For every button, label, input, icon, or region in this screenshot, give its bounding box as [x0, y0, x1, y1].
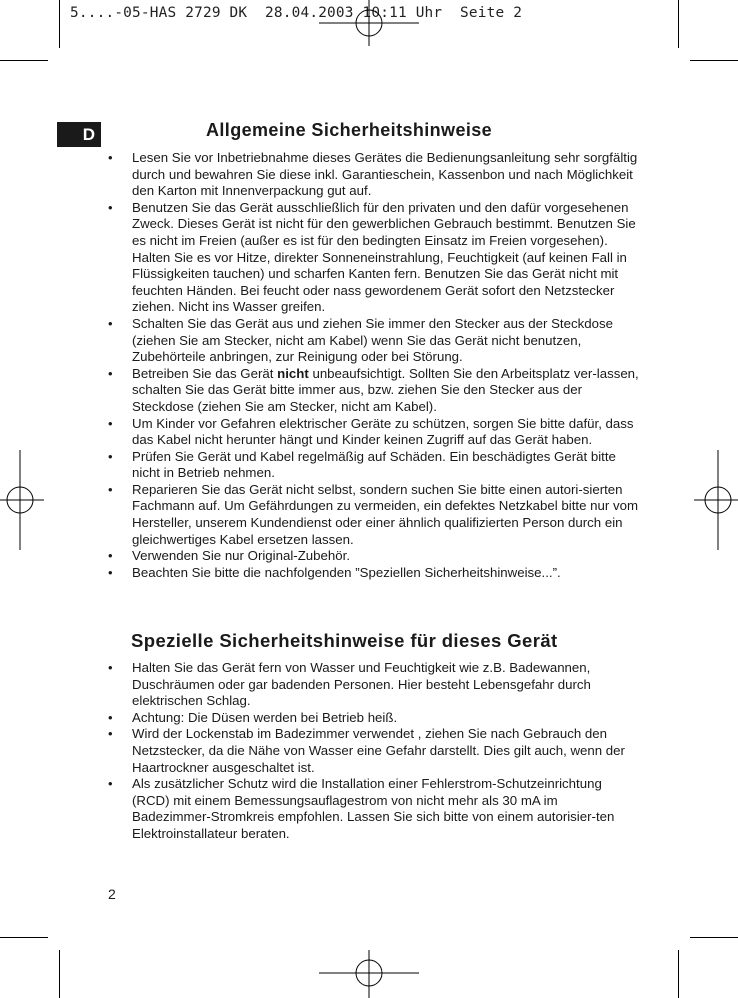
list-item: • Um Kinder vor Gefahren elektrischer Geräte zu schützen, sorgen Sie bitte dafür, dass das Kabel nicht herunter hängt und Kinder keinen Zugriff auf das Gerät haben.: [107, 416, 639, 449]
list-item: • Halten Sie das Gerät fern von Wasser und Feuchtigkeit wie z.B. Badewannen, Duschräumen oder gar badenden Personen. Hier besteht Lebensgefahr durch elektrischen Schlag.: [107, 660, 639, 710]
crop-mark: [690, 60, 738, 61]
list-item-text: unbeaufsichtigt. Sollten Sie den Arbeitsplatz ver-lassen, schalten Sie das Gerät bitte immer aus, bzw. ziehen Sie den Stecker aus der Steckdose (ziehen Sie am Stecker, nicht am Kabel).: [132, 365, 639, 414]
list-item-emphasis: nicht: [277, 365, 309, 381]
crop-mark: [690, 937, 738, 938]
print-header: 5....-05-HAS 2729 DK 28.04.2003 10:11 Uhr Seite 2: [70, 5, 523, 21]
section-title-general-safety: Allgemeine Sicherheitshinweise: [206, 120, 493, 140]
list-item: • Prüfen Sie Gerät und Kabel regelmäßig auf Schäden. Ein beschädigtes Gerät bitte nicht in Betrieb nehmen.: [107, 449, 639, 482]
list-item: • Reparieren Sie das Gerät nicht selbst, sondern suchen Sie bitte einen autori-sierten Fachmann auf. Um Gefährdungen zu vermeiden, ein defektes Netzkabel bitte nur vom Hersteller, unserem Kundendienst oder einer ähnlich qualifizierten Person durch ein gleichwertiges Kabel ersetzen lassen.: [107, 482, 639, 548]
crop-mark: [59, 0, 60, 48]
list-item-text: Betreiben Sie das Gerät: [132, 365, 278, 381]
list-item: [107, 366, 639, 416]
registration-mark-left-icon: [0, 450, 44, 550]
crop-mark: [0, 937, 48, 938]
registration-mark-top-icon: [319, 0, 419, 50]
device-safety-list: [107, 660, 639, 843]
list-item: • Beachten Sie bitte die nachfolgenden ”Speziellen Sicherheitshinweise...”.: [107, 565, 639, 582]
section-title-device-safety: Spezielle Sicherheitshinweise für dieses Gerät: [131, 630, 558, 651]
list-item: • Wird der Lockenstab im Badezimmer verwendet , ziehen Sie nach Gebrauch den Netzstecker, da die Nähe von Wasser eine Gefahr darstellt. Dies gilt auch, wenn der Haartrockner ausgeschaltet ist.: [107, 726, 639, 776]
registration-mark-right-icon: [694, 450, 738, 550]
general-safety-list: [107, 150, 639, 581]
registration-mark-bottom-icon: [319, 948, 419, 998]
list-item: • Schalten Sie das Gerät aus und ziehen Sie immer den Stecker aus der Steckdose (ziehen Sie am Stecker, nicht am Kabel) wenn Sie das Gerät nicht benutzen, Zubehörteile anbringen, zur Reinigung oder bei Störung.: [107, 316, 639, 366]
list-item: • Lesen Sie vor Inbetriebnahme dieses Gerätes die Bedienungsanleitung sehr sorgfältig durch und bewahren Sie diese inkl. Garantieschein, Kassenbon und nach Möglichkeit den Karton mit Innenverpackung gut auf.: [107, 150, 639, 200]
list-item: • Verwenden Sie nur Original-Zubehör.: [107, 548, 639, 565]
language-tab: D: [57, 122, 101, 147]
page-number: 2: [108, 886, 116, 902]
crop-mark: [678, 0, 679, 48]
crop-mark: [0, 60, 48, 61]
list-item: • Achtung: Die Düsen werden bei Betrieb heiß.: [107, 710, 639, 727]
list-item: • Als zusätzlicher Schutz wird die Installation einer Fehlerstrom-Schutzeinrichtung (RCD) mit einem Bemessungsauflagestrom von nicht mehr als 30 mA im Badezimmer-Stromkreis empfohlen. Lassen Sie sich bitte von einem autorisier-ten Elektroinstallateur beraten.: [107, 776, 639, 842]
crop-mark: [59, 950, 60, 998]
list-item: • Benutzen Sie das Gerät ausschließlich für den privaten und den dafür vorgesehenen Zweck. Dieses Gerät ist nicht für den gewerblichen Gebrauch bestimmt. Benutzen Sie es nicht im Freien (außer es ist für den bedingten Einsatz im Freien vorgesehen). Halten Sie es vor Hitze, direkter Sonneneinstrahlung, Feuchtigkeit (auf keinen Fall in Flüssigkeiten tauchen) und scharfen Kanten fern. Benutzen Sie das Gerät nicht mit feuchten Händen. Bei feucht oder nass gewordenem Gerät sofort den Netzstecker ziehen. Nicht ins Wasser greifen.: [107, 200, 639, 316]
crop-mark: [678, 950, 679, 998]
